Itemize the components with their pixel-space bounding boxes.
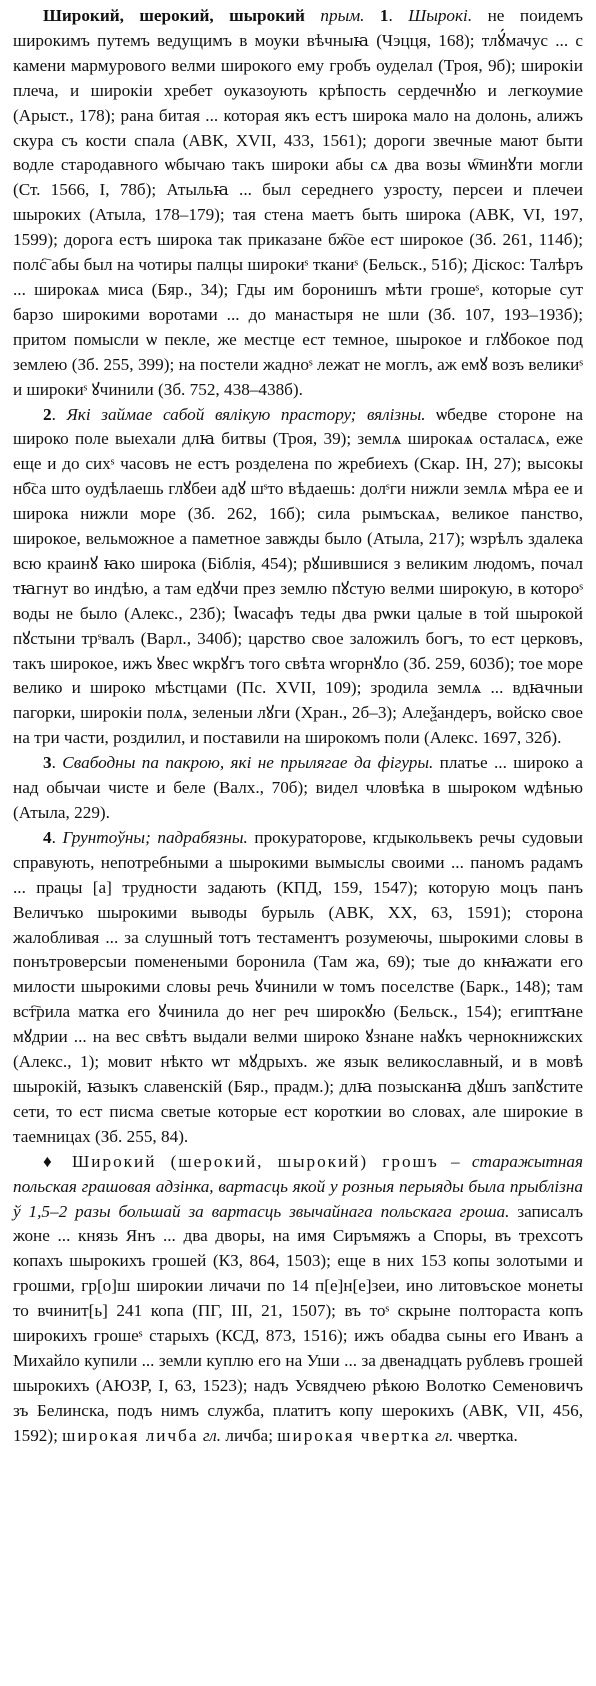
sense-4: 4. Грунтоўны; падрабязны. прокураторове, кгдыкольвекъ речы судовыи справують, непотребными а шырокими вымыслы своими ... паномъ радамъ ... працы [а] трудности задають (КПД, 159, 1547); которую моцъ панъ Величъко шырокими выводы бурыль (АВК, XX, 63, 1591); сторона жалобливая ... за слушный тотъ тестаментъ розумеючы, шырокими словы в понътроверсыи поменеными боронила (Там жа, 69); тые до кнꙗжати его милости шырокими словы речь ꙋчинили ѡ томъ поселстве (Барк., 148); там вст҇рила матка его ꙋчинила до нег реч широкꙋю (Бельск., 154); египтꙗне мꙋдрии ... на вес свѣтъ выдали велми широко ꙋзнане наꙋкъ чернокнижских (Алекс., 1); мовит нѣкто ѡт мꙋдрыхъ. же язык великославный, и в мовѣ шырокiй, ꙗзыкъ славенскiй (Бяр., прадм.); длꙗ позысканꙗ дꙋшъ запꙋстите сети, то ест писма светые которые ест короткии во словах, але широкие в таемницах (Зб. 255, 84).: [13, 827, 583, 1146]
sense-2: 2. Які займае сабой вялікую прастору; вялізны. ѡбедве стороне на широко поле выехали длꙗ битвы (Троя, 39); землѧ широкаѧ осталасѧ, еже еще и до сихˢ часовъ не естъ розделена по жребиехъ (Скар. ІН, 27); высокы нб҇са што оудѣлаешь глꙋбеи адꙋ шˢто вѣдаешь: долˢги нижли землѧ мѣра ее и широка нижли море (Зб. 262, 16б); сила рымъскаѧ, великое панство, широкое, вельможное а паметное завжды было (Атыла, 217); ѡзрѣлъ здалека всю краинꙋ ꙗко широка (Біблія, 454); рꙋшившися з великим людомъ, почал тꙗгнут во индѣю, а там едꙋчи през землю пꙋстую велми широкую, в котороˢ воды не было (Алекс., 23б); Ꙇѡасафъ теды два рѡки цалые в той шырокой пꙋстыни трˢвалъ (Варл., 340б); царство свое заложилъ богъ, то ест церковъ, такъ широкое, ижъ ꙋвес ѡкрꙋгъ того свѣта ѡгорнꙋло (Зб. 259, 603б); тое море велико и широко мѣстцами (Пс. XVII, 109); зродила землѧ ... вдꙗчныи пагорки, широкiи полѧ, зеленыи лꙋги (Хран., 2б–3); Алеѯандеръ, войско свое на три части, роздилил, и поставили на широкомъ поли (Алекс. 1697, 32б).: [13, 404, 584, 748]
sense-number: 1: [379, 6, 389, 25]
sense-1: Широкий, шерокий, шырокий прым. 1. Шырокі. не поидемъ широкимъ путемъ ведущимъ в моуки вѣчныꙗ (Чэцця, 168); тлꙋ́мачус ... с камени мармурового велми широкого ему гробъ оуделал (Троя, 9б); широкiи плеча, и широкiи хребет оуказоують крѣпость сердечнꙋю и легкоумие (Арыст., 178); рана битая ... которая якъ естъ широка мало на долонь, алижъ скура съ кости спала (АВК, XVII, 433, 1561); дороги звечные мают быти водле стародавного ѡбычаю такъ широки абы сѧ два возы ѡ҇минꙋти могли (Ст. 1566, I, 78б); Атыльꙗ ... был середнего узросту, персеи и плечеи шыроких (Атыла, 178–179); тая стена маетъ быть широка (АВК, VI, 197, 1599); дорога естъ широка так приказане бж҇ое ест широкое (Зб. 261, 114б); полс҇ абы был на чотиры палцы широкиˢ тканиˢ (Бельск., 51б); Дiскос: Талѣръ ... широкаѧ миса (Бяр., 34); Гды им боронишъ мѣти грошеˢ, которые сут барзо широкими воротами ... до манастыря не шли (Зб. 107, 193–193б); притом помысли ѡ пекле, же местце ест темное, шырокое и глꙋбокое под землею (Зб. 255, 399); на постели жадноˢ лежат не моглъ, аж емꙋ возъ великиˢ и широкиˢ ꙋчинили (Зб. 752, 438–438б).: [13, 6, 583, 399]
sense-citations: ѡбедве стороне на широко поле выехали длꙗ битвы (Троя, 39); землѧ широкаѧ осталасѧ, еже еще и до сихˢ часовъ не естъ розделена по жребиехъ (Скар. ІН, 27); высокы нб҇са што оудѣлаешь глꙋбеи адꙋ шˢто вѣдаешь: долˢги нижли землѧ мѣра ее и широка нижли море (Зб. 262, 16б); сила рымъскаѧ, великое панство, широкое, вельможное а паметное завжды было (Атыла, 217); ѡзрѣлъ здалека всю краинꙋ ꙗко широка (Біблія, 454); рꙋшившися з великим людомъ, почал тꙗгнут во индѣю, а там едꙋчи през землю пꙋстую велми широкую, в котороˢ воды не было (Алекс., 23б); Ꙇѡасафъ теды два рѡки цалые в той шырокой пꙋстыни трˢвалъ (Варл., 340б); царство свое заложилъ богъ, то ест церковъ, такъ широкое, ижъ ꙋвес ѡкрꙋгъ того свѣта ѡгорнꙋло (Зб. 259, 603б); тое море велико и широко мѣстцами (Пс. XVII, 109); зродила землѧ ... вдꙗчныи пагорки, широкiи полѧ, зеленыи лꙋги (Хран., 2б–3); Алеѯандеръ, войско свое на три части, роздилил, и поставили на широкомъ поли (Алекс. 1697, 32б).: [13, 404, 584, 748]
sense-citations: платье ... широко а над обычаи чисте и беле (Валх., 70б); видел чловѣка в шыроком ѡдѣнью (Атыла, 229).: [13, 753, 584, 822]
sense-citations: прокураторове, кгдыкольвекъ речы судовыи справують, непотребными а шырокими вымыслы своими ... паномъ радамъ ... працы [а] трудности задають (КПД, 159, 1547); которую моцъ панъ Величъко шырокими выводы бурыль (АВК, XX, 63, 1591); сторона жалобливая ... за слушный тотъ тестаментъ розумеючы, шырокими словы в понътроверсыи поменеными боронила (Там жа, 69); тые до кнꙗжати его милости шырокими словы речь ꙋчинили ѡ томъ поселстве (Барк., 148); там вст҇рила матка его ꙋчинила до нег реч широкꙋю (Бельск., 154); египтꙗне мꙋдрии ... на вес свѣтъ выдали велми широко ꙋзнане наꙋкъ чернокнижских (Алекс., 1); мовит нѣкто ѡт мꙋдрыхъ. же язык великославный, и в мовѣ шырокiй, ꙗзыкъ славенскiй (Бяр., прадм.); длꙗ позысканꙗ дꙋшъ запꙋстите сети, то ест писма светые которые ест короткии во словах, але широкие в таемницах (Зб. 255, 84).: [13, 827, 583, 1146]
crossref-term: широкая чвертка: [277, 1425, 431, 1445]
sense-citations: не поидемъ широкимъ путемъ ведущимъ в моуки вѣчныꙗ (Чэцця, 168); тлꙋ́мачус ... с камени мармурового велми широкого ему гробъ оуделал (Троя, 9б); широкiи плеча, и широкiи хребет оуказоують крѣпость сердечнꙋю и легкоумие (Арыст., 178); рана битая ... которая якъ естъ широка мало на долонь, алижъ скура съ кости спала (АВК, XVII, 433, 1561); дороги звечные мают быти водле стародавного ѡбычаю такъ широки абы сѧ два возы ѡ҇минꙋти могли (Ст. 1566, I, 78б); Атыльꙗ ... был середнего узросту, персеи и плечеи шыроких (Атыла, 178–179); тая стена маетъ быть широка (АВК, VI, 197, 1599); дорога естъ широка так приказане бж҇ое ест широкое (Зб. 261, 114б); полс҇ абы был на чотиры палцы широкиˢ тканиˢ (Бельск., 51б); Дiскос: Талѣръ ... широкаѧ миса (Бяр., 34); Гды им боронишъ мѣти грошеˢ, которые сут барзо широкими воротами ... до манастыря не шли (Зб. 107, 193–193б); притом помысли ѡ пекле, же местце ест темное, шырокое и глꙋбокое под землею (Зб. 255, 399); на постели жадноˢ лежат не моглъ, аж емꙋ возъ великиˢ и широкиˢ ꙋчинили (Зб. 752, 438–438б).: [13, 6, 583, 399]
sense-gloss: Грунтоўны; падрабязны.: [62, 827, 248, 847]
crossref-separator: ;: [268, 1425, 273, 1445]
crossref-target: чвертка: [457, 1425, 514, 1445]
phrase-term: Широкий (шерокий, шырокий) грошъ: [71, 1151, 439, 1171]
sense-gloss: Свабодны па пакрою, які не прылягае да фігуры.: [62, 753, 434, 773]
phrase-dash: –: [450, 1151, 460, 1171]
phrase-citations: записалъ жоне ... князь Янъ ... два дворы, на имя Сиръмяжъ а Споры, въ трехсотъ копахъ шырокихъ грошей (КЗ, 864, 1503); еще в них 153 копы золотыми и грошми, гр[о]ш широкии личачи по 14 п[е]н[е]зеи, ино литовъское монеты то вчинит[ь] 241 копа (ПГ, III, 21, 1507); въ тоˢ скрыне полтораста копъ широкихъ грошеˢ старыхъ (КСД, 873, 1516); ижъ обадва сыны его Иванъ а Михайло купили ... земли куплю его на Уши ... за двенадцать рублевъ грошей шырокихъ (АЮЗР, I, 63, 1523); надъ Усвядчею рѣкою Волотко Семеновичъ зъ Белинска, подъ нимъ служба, платитъ копу шерокихъ (АВК, VII, 456, 1592);: [13, 1201, 583, 1445]
headword: Широкий, шерокий, шырокий: [43, 6, 305, 25]
sense-3: 3. Свабодны па пакрою, які не прылягае да фігуры. платье ... широко а над обычаи чисте и беле (Валх., 70б); видел чловѣка в шыроком ѡдѣнью (Атыла, 229).: [13, 753, 584, 822]
crossref-abbr: гл.: [202, 1425, 222, 1445]
sense-gloss: Які займае сабой вялікую прастору; вялізны.: [66, 404, 426, 424]
crossref-target: личба: [225, 1425, 269, 1445]
sense-gloss: Шырокі.: [408, 6, 473, 25]
part-of-speech: прым.: [320, 6, 365, 25]
phrase-gloss: старажытная польская грашовая адзінка, вартасць якой у розныя перыяды была прыблізна ў 1,5–2 разы большай за вартасць звычайнага польскага гроша.: [13, 1151, 583, 1221]
diamond-marker-icon: ♦: [43, 1151, 60, 1171]
phrase-block: [13, 1150, 583, 1449]
sense-number: 4: [43, 827, 52, 847]
entry-end: .: [513, 1425, 518, 1445]
sense-number: 3: [43, 753, 52, 773]
crossref-abbr: гл.: [435, 1425, 454, 1445]
sense-number: 2: [43, 404, 52, 424]
crossref-term: широкая личба: [62, 1425, 199, 1445]
